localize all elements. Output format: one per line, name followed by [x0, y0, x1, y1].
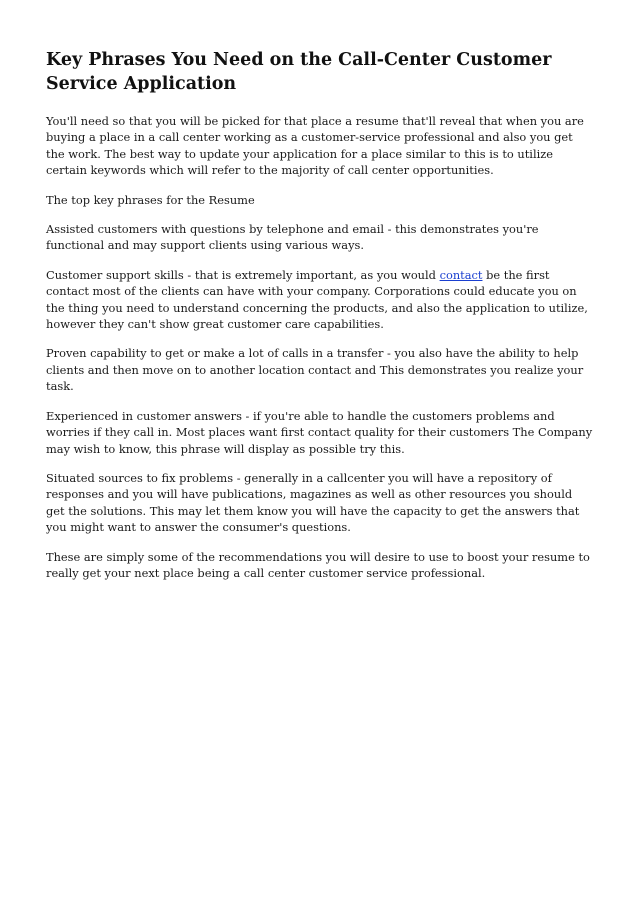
- paragraph-experienced: Experienced in customer answers - if you're able to handle the customers problems and worries if they call in. Most places want first contact quality for their customers The Company may wish to know, this phrase will display as possible try this.: [46, 408, 593, 456]
- contact-link[interactable]: contact: [439, 267, 483, 282]
- document-title: Key Phrases You Need on the Call-Center Customer Service Application: [46, 50, 552, 94]
- paragraph-customer-support-skills: [46, 267, 594, 333]
- paragraph-text-before-link: Customer support skills - that is extremely important, as you would: [46, 267, 440, 282]
- paragraph-situated-sources: Situated sources to fix problems - generally in a callcenter you will have a repository of responses and you will have publications, magazines as well as other resources you should get the solutions. This may let them know you will have the capacity to get the answers that you might want to answer the consumer's questions.: [46, 470, 580, 535]
- paragraph-text-after-link: be the first contact most of the clients can have with your company. Corporations could educate you on the thing you need to understand concerning the products, and also the application to utilize, however they can't show great customer care capabilities.: [46, 267, 588, 332]
- paragraph-intro: You'll need so that you will be picked for that place a resume that'll reveal that when you are buying a place in a call center working as a customer-service professional and also you get the work. The best way to update your application for a place similar to this is to utilize certain keywords which will refer to the majority of call center opportunities.: [46, 114, 584, 178]
- paragraph-conclusion: These are simply some of the recommendations you will desire to use to boost your resume to really get your next place being a call center customer service professional.: [46, 549, 590, 580]
- paragraph-assisted-customers: Assisted customers with questions by telephone and email - this demonstrates you're functional and may support clients using various ways.: [46, 222, 539, 253]
- document-page: [46, 48, 594, 594]
- paragraph-top-key-phrases: The top key phrases for the Resume: [46, 192, 255, 207]
- paragraph-proven-capability: Proven capability to get or make a lot of calls in a transfer - you also have the ability to help clients and then move on to another location contact and This demonstrates you realize your task.: [46, 346, 584, 394]
